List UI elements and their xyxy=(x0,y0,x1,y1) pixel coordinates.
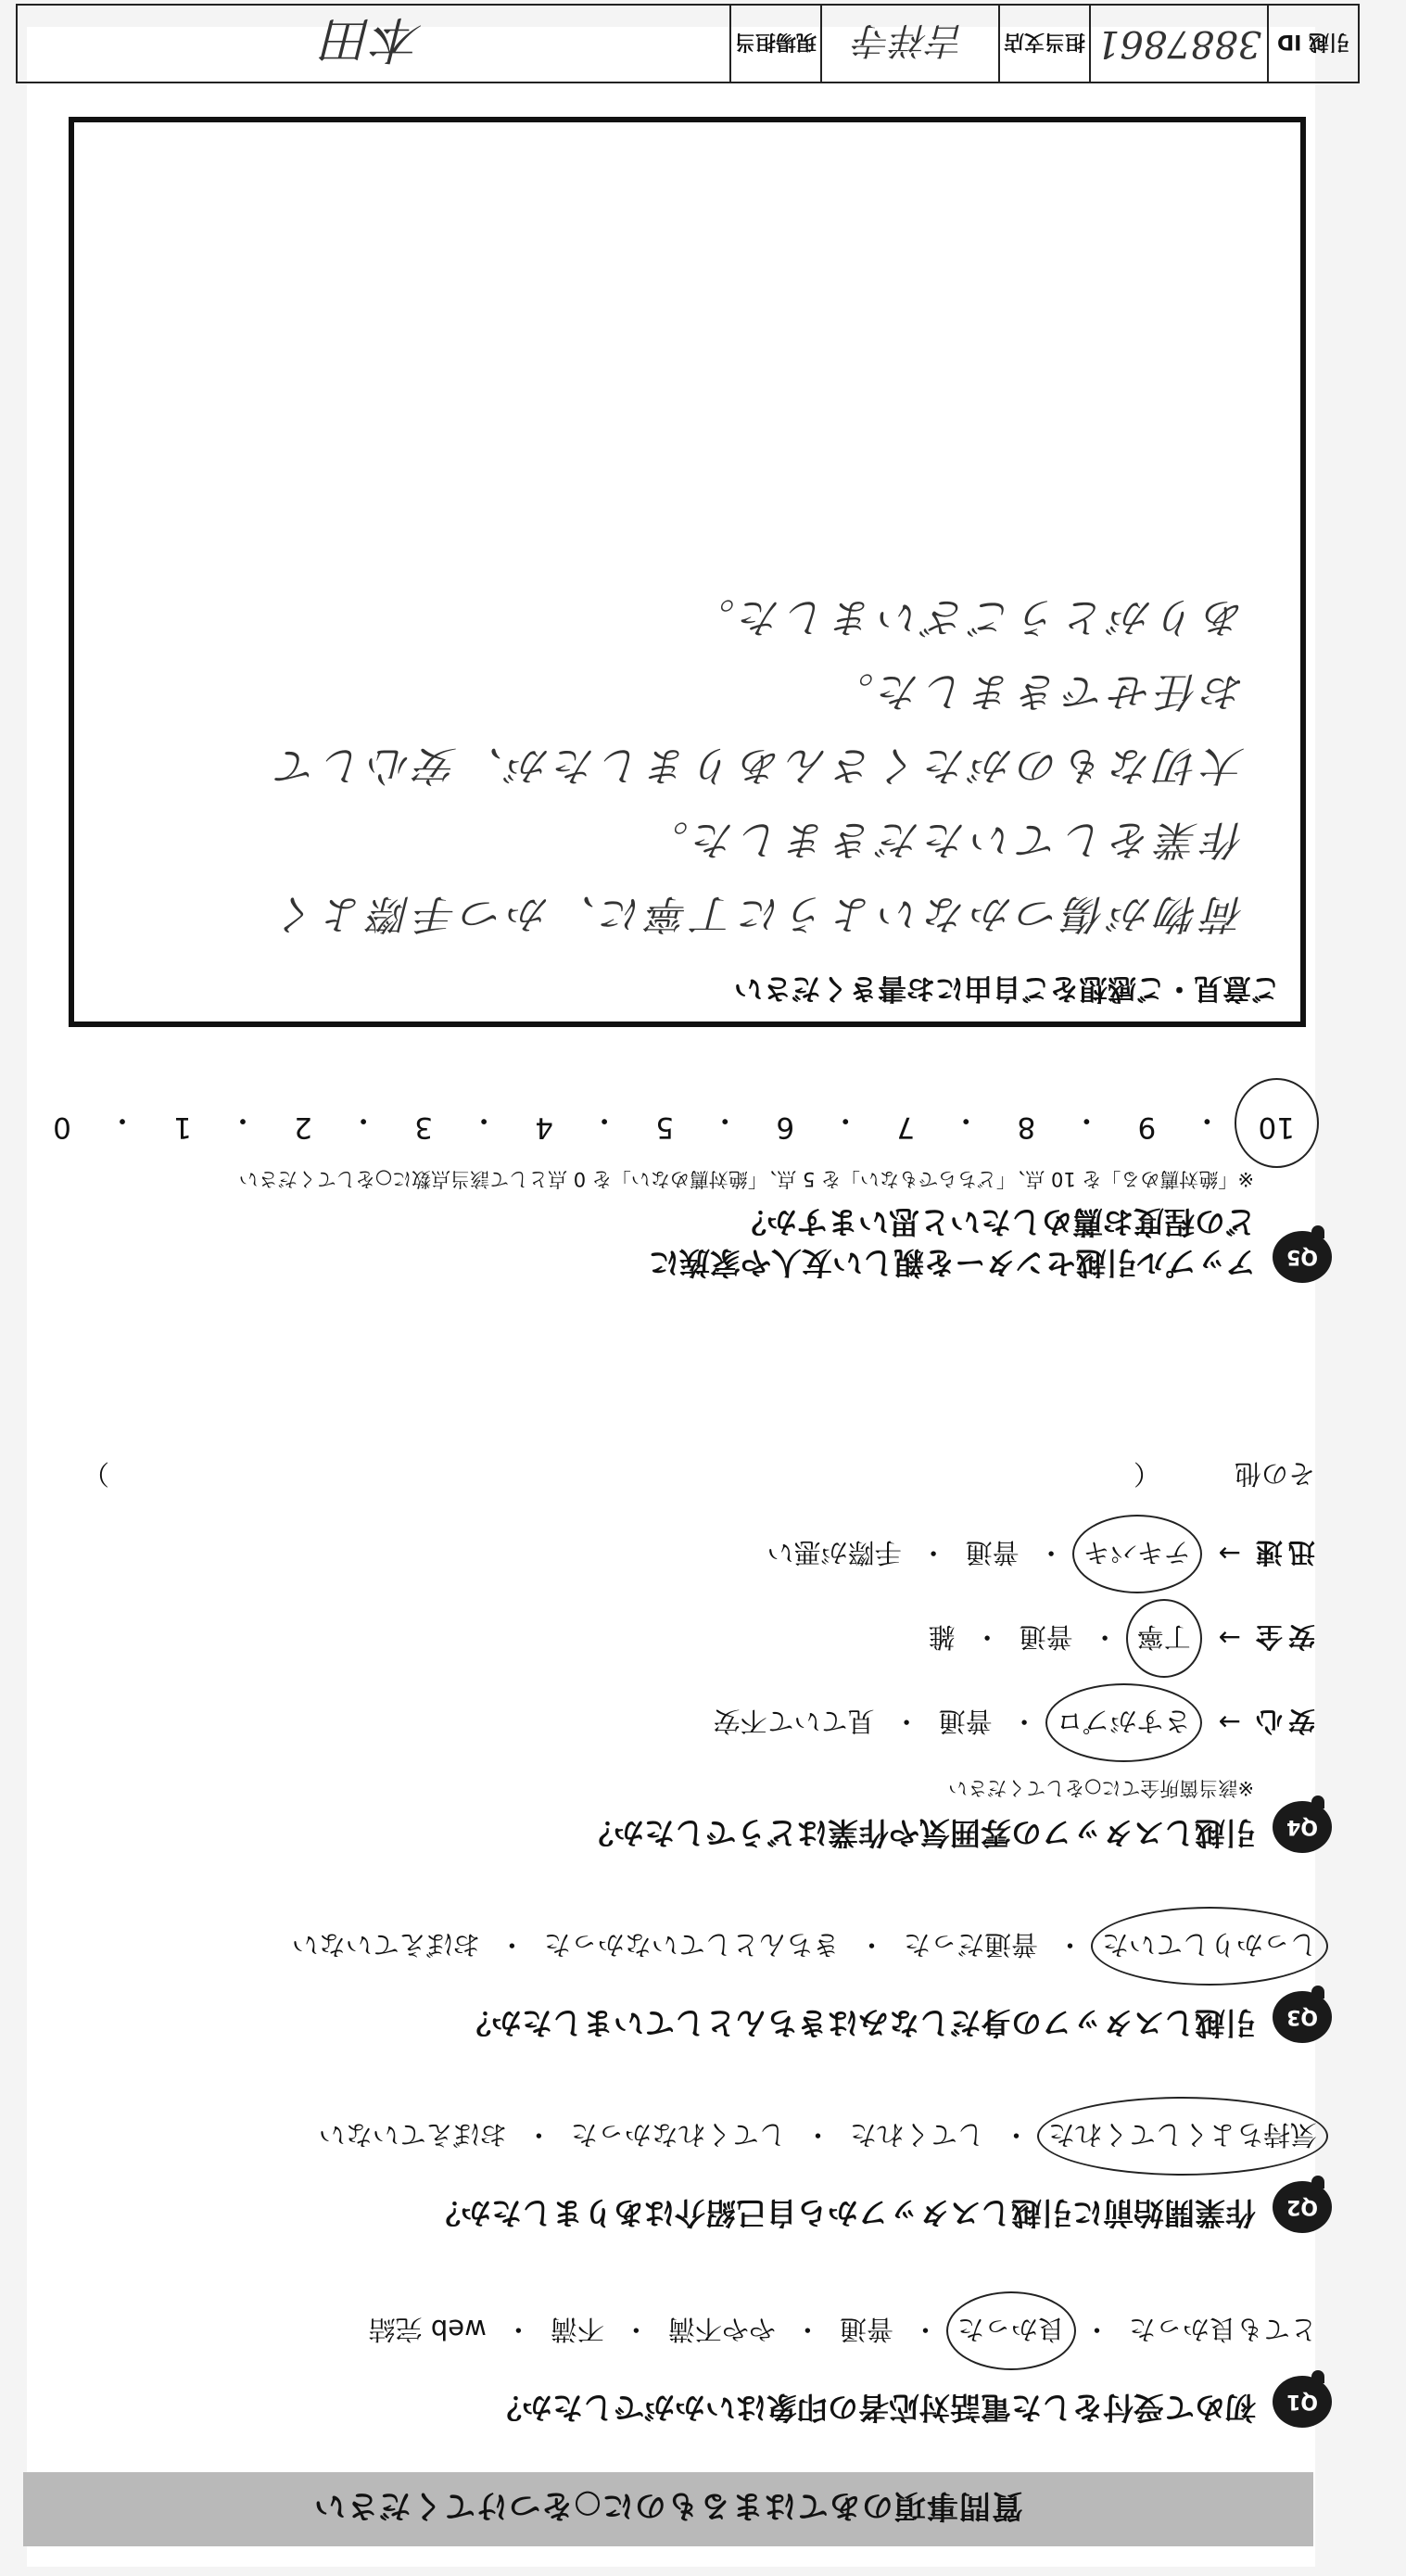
q4-note: ※該当箇所全てに○をしてください xyxy=(948,1777,1254,1799)
q4-row-anshin: 安心 → さすがプロ ・ 普通 ・ 見ていて不安 xyxy=(82,1704,1315,1742)
q3-title: 引越しスタッフの身だしなみはきちんとしていましたか？ xyxy=(461,2005,1256,2041)
q1-option-6[interactable]: web 完結 xyxy=(368,2314,487,2345)
q1-options: とても良かった ・ 良かった ・ 普通 ・ やや不満 ・ 不満 ・ web 完結 xyxy=(369,2312,1317,2350)
q1-option-5[interactable]: 不満 xyxy=(550,2314,604,2345)
q3-option-1[interactable]: しっかりしていた xyxy=(1102,1927,1317,1965)
q2-option-2[interactable]: してくれた xyxy=(849,2119,984,2151)
q5-badge: Q5 xyxy=(1273,1231,1332,1283)
q4-row-1-option-3[interactable]: 見ていて不安 xyxy=(713,1706,875,1737)
instruction-banner xyxy=(23,2472,1313,2546)
q5-score-scale: 10 ・ 9 ・ 8 ・ 7 ・ 6 ・ 5 ・ 4 ・ 3 ・ 2 ・ 1 ・ 0 xyxy=(53,1103,1295,1144)
q3-options: しっかりしていた ・ 普通だった ・ きちんとしていなかった ・ おぼえていない xyxy=(292,1927,1317,1965)
q4-row-3-option-3[interactable]: 手際が悪い xyxy=(766,1537,902,1568)
score-3[interactable]: 3 xyxy=(414,1110,433,1144)
score-9[interactable]: 9 xyxy=(1137,1110,1157,1144)
score-10[interactable]: 10 xyxy=(1259,1102,1295,1144)
q1-option-3[interactable]: 普通 xyxy=(839,2314,893,2345)
question-2 xyxy=(319,2117,1332,2233)
q3-option-2[interactable]: 普通だった xyxy=(903,1929,1038,1961)
arrow-icon: → xyxy=(1218,1622,1241,1655)
comment-line-2: 作業をしていただきました。 xyxy=(642,816,1245,863)
comment-line-3: 大切なものがたくさんありましたが、安心して xyxy=(272,742,1245,789)
manager-label: 現場担当 xyxy=(729,6,820,82)
q2-title: 作業開始前に引越しスタッフから自己紹介はありましたか？ xyxy=(430,2195,1256,2231)
q5-title xyxy=(649,1201,1256,1283)
q4-row-2-option-1[interactable]: 丁寧 xyxy=(1137,1619,1191,1657)
q5-note: ※「絶対薦める」を 10 点、「どちらでもない」を 5 点、「絶対薦めない」を 0 点として該当点数に○をしてください xyxy=(238,1168,1254,1190)
q4-badge: Q4 xyxy=(1273,1801,1332,1853)
q4-row-2-option-3[interactable]: 雑 xyxy=(928,1621,956,1653)
q4-row-2-option-2[interactable]: 普通 xyxy=(1019,1621,1073,1653)
instruction-text: 質問事項のあてはまるものに○をつけてください xyxy=(313,2487,1023,2525)
staff-info-row xyxy=(16,4,1360,83)
q4-row-2-label: 安全 xyxy=(1249,1621,1315,1653)
q4-row-1-option-1[interactable]: さすがプロ xyxy=(1057,1704,1191,1742)
score-2[interactable]: 2 xyxy=(294,1110,312,1144)
q4-other-paren-open: （ xyxy=(1133,1458,1160,1490)
q4-row-anzen: 安全 → 丁寧 ・ 普通 ・ 雑 xyxy=(82,1619,1315,1657)
question-5 xyxy=(239,1166,1332,1283)
arrow-icon: → xyxy=(1218,1538,1241,1570)
branch-label: 担当支店 xyxy=(998,6,1089,82)
q1-title: 初めて受付をした電話対応者の印象はいかがでしたか？ xyxy=(491,2390,1256,2426)
manager-signature: 本田 xyxy=(323,10,424,70)
q3-option-4[interactable]: おぼえていない xyxy=(291,1929,480,1961)
question-1 xyxy=(369,2312,1332,2428)
score-4[interactable]: 4 xyxy=(535,1110,553,1144)
id-value: 3887861 xyxy=(1089,6,1267,82)
q2-badge: Q2 xyxy=(1273,2181,1332,2233)
branch-value: 吉祥寺 xyxy=(820,6,998,82)
score-1[interactable]: 1 xyxy=(173,1110,192,1144)
id-label: 引越 ID xyxy=(1267,6,1358,82)
q1-badge: Q1 xyxy=(1273,2376,1332,2428)
comment-box[interactable] xyxy=(69,117,1306,1027)
score-5[interactable]: 5 xyxy=(655,1110,675,1144)
q4-other-paren-close: ） xyxy=(82,1458,110,1490)
score-8[interactable]: 8 xyxy=(1017,1110,1036,1144)
q4-row-1-option-2[interactable]: 普通 xyxy=(938,1706,993,1737)
comment-title: ご意見・ご感想をご自由にお書きください xyxy=(734,971,1280,1005)
q1-option-4[interactable]: やや不満 xyxy=(667,2314,776,2345)
q4-row-3-option-1[interactable]: テキパキ xyxy=(1083,1535,1191,1573)
q4-title: 引越しスタッフの雰囲気や作業はどうでしたか？ xyxy=(583,1815,1256,1851)
q1-option-1[interactable]: とても良かった xyxy=(1128,2314,1317,2345)
arrow-icon: → xyxy=(1218,1707,1241,1739)
q2-option-1[interactable]: 気持ちよくしてくれた xyxy=(1048,2117,1317,2155)
q4-other-label: その他 xyxy=(1234,1458,1315,1490)
q2-option-4[interactable]: おぼえていない xyxy=(318,2119,507,2151)
q3-badge: Q3 xyxy=(1273,1991,1332,2043)
q4-row-3-option-2[interactable]: 普通 xyxy=(965,1537,1020,1568)
q4-row-1-label: 安心 xyxy=(1249,1706,1315,1737)
q1-option-2[interactable]: 良かった xyxy=(957,2312,1065,2350)
q4-row-3-label: 迅速 xyxy=(1249,1537,1315,1568)
q2-option-3[interactable]: してくれなかった xyxy=(570,2119,786,2151)
question-4 xyxy=(82,1456,1332,1853)
q4-other-row xyxy=(82,1456,1315,1494)
score-6[interactable]: 6 xyxy=(776,1110,795,1144)
q3-option-3[interactable]: きちんとしていなかった xyxy=(543,1929,840,1961)
q5-title-line-2: どの程度お薦めしたいと思いますか？ xyxy=(736,1204,1256,1240)
question-3 xyxy=(292,1927,1332,2043)
comment-line-4: お任せできました。 xyxy=(828,667,1245,715)
q2-options: 気持ちよくしてくれた ・ してくれた ・ してくれなかった ・ おぼえていない xyxy=(319,2117,1317,2155)
score-0[interactable]: 0 xyxy=(53,1110,71,1144)
score-7[interactable]: 7 xyxy=(896,1110,916,1144)
q5-title-line-1: アップル引越センターを親しい友人や家族に xyxy=(648,1245,1256,1281)
q4-row-jinsoku: 迅速 → テキパキ ・ 普通 ・ 手際が悪い xyxy=(82,1535,1315,1573)
comment-line-1: 荷物が傷つかないように丁寧に、かつ手際よく xyxy=(272,890,1245,937)
comment-line-5: ありがとうございました。 xyxy=(689,593,1245,641)
